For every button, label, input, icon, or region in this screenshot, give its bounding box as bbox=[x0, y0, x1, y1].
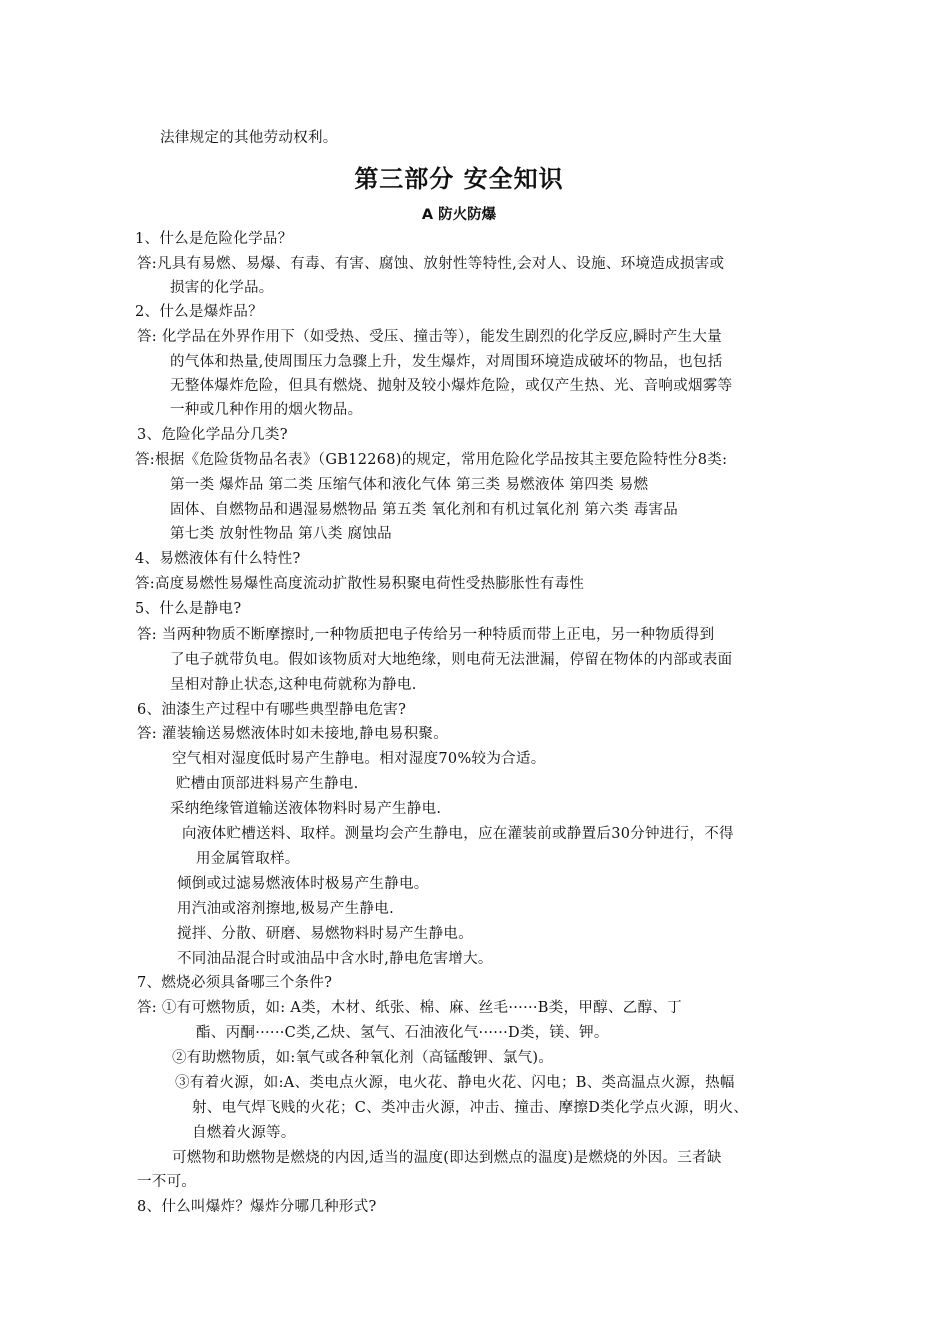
answer-line: 第一类 爆炸品 第二类 压缩气体和液化气体 第三类 易燃液体 第四类 易燃 bbox=[170, 477, 649, 493]
answer-line: 采纳绝缘管道输送液体物料时易产生静电. bbox=[170, 801, 442, 817]
question-line: 2、什么是爆炸品？ bbox=[135, 304, 263, 320]
answer-line: 自燃着火源等。 bbox=[192, 1125, 296, 1141]
answer-line: 用汽油或溶剂擦地,极易产生静电. bbox=[177, 901, 395, 917]
answer-line: 第七类 放射性物品 第八类 腐蚀品 bbox=[170, 526, 392, 542]
answer-line: 搅拌、分散、研磨、易燃物料时易产生静电。 bbox=[177, 926, 473, 942]
answer-line: 答:根据《危险货物品名表》（GB12268)的规定，常用危险化学品按其主要危险特性分8类: bbox=[135, 452, 728, 468]
answer-line: 空气相对湿度低时易产生静电。相对湿度70%较为合适。 bbox=[172, 751, 546, 767]
answer-line: 贮槽由顶部进料易产生静电. bbox=[176, 776, 359, 792]
answer-line: 无整体爆炸危险，但具有燃烧、抛射及较小爆炸危险，或仅产生热、光、音响或烟雾等 bbox=[170, 378, 733, 394]
answer-line: 不同油品混合时或油品中含水时,静电危害增大。 bbox=[177, 951, 493, 967]
intro-line: 法律规定的其他劳动权利。 bbox=[160, 130, 338, 146]
answer-line: 固体、自燃物品和遇湿易燃物品 第五类 氧化剂和有机过氧化剂 第六类 毒害品 bbox=[170, 502, 679, 518]
answer-line: 损害的化学品。 bbox=[170, 280, 274, 296]
answer-line: 呈相对静止状态,这种电荷就称为静电. bbox=[170, 677, 417, 693]
answer-line: 一种或几种作用的烟火物品。 bbox=[170, 402, 363, 418]
answer-line: 一不可。 bbox=[137, 1174, 197, 1190]
answer-line: ②有助燃物质，如:氧气或各种氧化剂（高锰酸钾、氯气)。 bbox=[172, 1050, 554, 1066]
answer-line: 答:凡具有易燃、易爆、有毒、有害、腐蚀、放射性等特性,会对人、设施、环境造成损害或 bbox=[137, 256, 725, 272]
question-line: 8、什么叫爆炸？爆炸分哪几种形式? bbox=[137, 1199, 377, 1215]
question-line: 1、什么是危险化学品？ bbox=[135, 231, 293, 247]
answer-line: 答: 灌装输送易燃液体时如未接地,静电易积聚。 bbox=[137, 726, 449, 742]
question-line: 7、燃烧必须具备哪三个条件? bbox=[137, 975, 333, 991]
answer-line: 射、电气焊飞贱的火花；C、类冲击火源，冲击、撞击、摩擦D类化学点火源，明火、 bbox=[192, 1100, 749, 1116]
subsection-title: A 防火防爆 bbox=[421, 207, 497, 223]
answer-line: 答:高度易燃性易爆性高度流动扩散性易积聚电荷性受热膨胀性有毒性 bbox=[135, 576, 585, 592]
section-title: 第三部分 安全知识 bbox=[354, 165, 564, 193]
question-line: 6、油漆生产过程中有哪些典型静电危害? bbox=[137, 702, 407, 718]
answer-line: 的气体和热量,使周围压力急骤上升，发生爆炸，对周围环境造成破坏的物品，也包括 bbox=[170, 354, 723, 370]
question-line: 5、什么是静电? bbox=[135, 601, 242, 617]
answer-line: 酯、丙酮······C类,乙炔、氢气、石油液化气······D类，镁、钾。 bbox=[196, 1025, 609, 1041]
answer-line: 倾倒或过滤易燃液体时极易产生静电。 bbox=[177, 876, 429, 892]
answer-line: 答: 当两种物质不断摩擦时,一种物质把电子传给另一种特质而带上正电，另一种物质得到 bbox=[137, 627, 715, 643]
answer-line: 答: 化学品在外界作用下（如受热、受压、撞击等），能发生剧烈的化学反应,瞬时产生大量 bbox=[137, 329, 722, 345]
answer-line: 用金属管取样。 bbox=[196, 851, 300, 867]
answer-line: 可燃物和助燃物是燃烧的内因,适当的温度(即达到燃点的温度)是燃烧的外因。三者缺 bbox=[172, 1150, 722, 1166]
answer-line: 答: ①有可燃物质，如: A类，木材、纸张、棉、麻、丝毛······B类，甲醇、乙醇、丁 bbox=[137, 1000, 682, 1016]
answer-line: ③有着火源，如:A、类电点火源，电火花、静电火花、闪电；B、类高温点火源，热幅 bbox=[175, 1075, 735, 1091]
question-line: 3、危险化学品分几类? bbox=[137, 427, 288, 443]
answer-line: 向液体贮槽送料、取样。测量均会产生静电，应在灌装前或静置后30分钟进行，不得 bbox=[182, 826, 734, 842]
question-line: 4、易燃液体有什么特性? bbox=[135, 551, 301, 567]
answer-line: 了电子就带负电。假如该物质对大地绝缘，则电荷无法泄漏，停留在物体的内部或表面 bbox=[170, 652, 733, 668]
